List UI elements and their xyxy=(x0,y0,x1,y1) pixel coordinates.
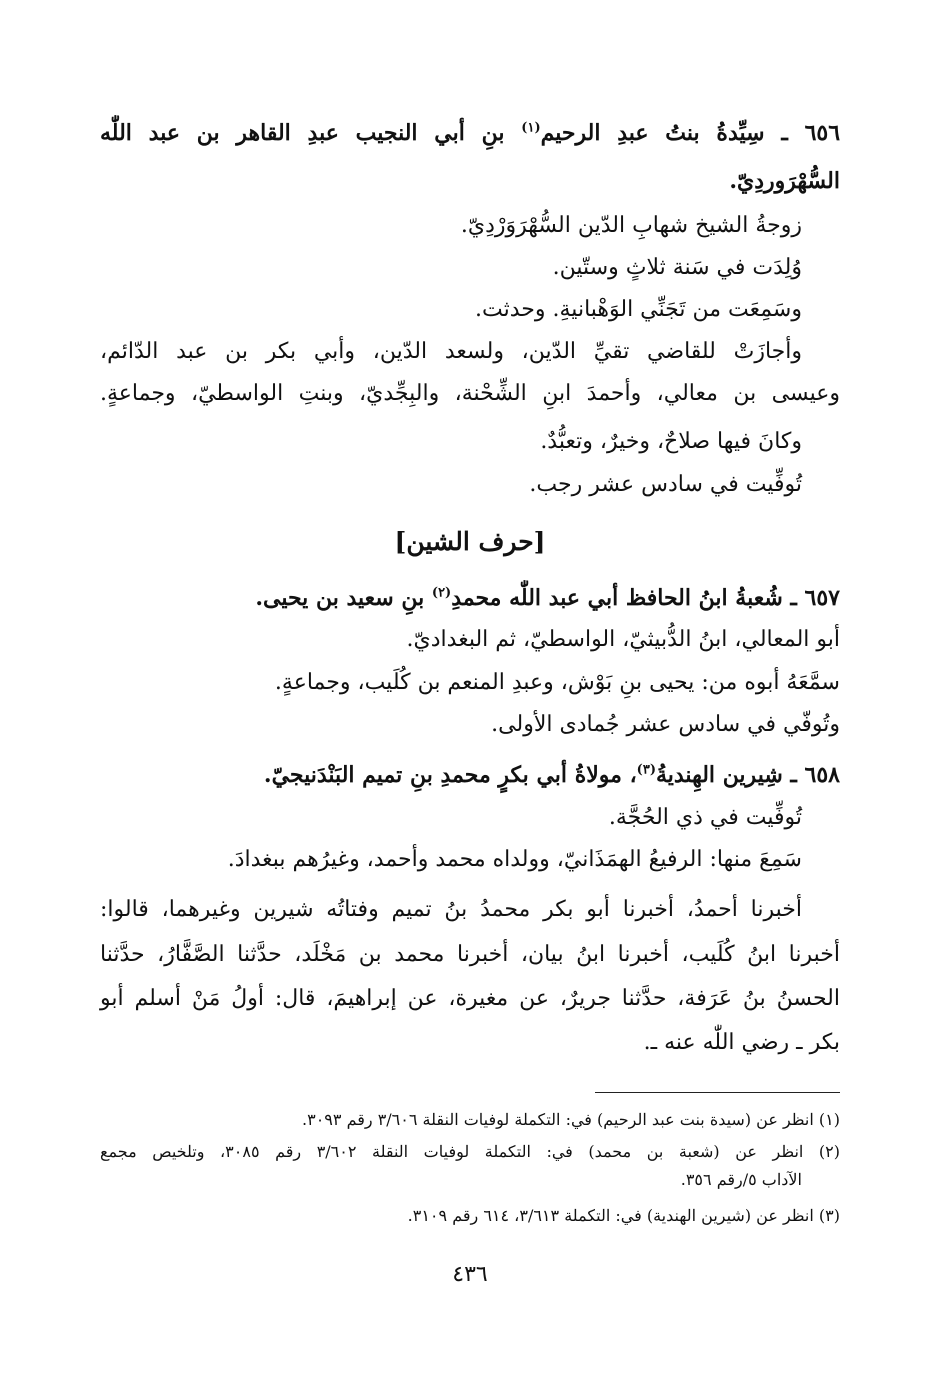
page-number: ٤٣٦ xyxy=(452,1262,488,1287)
entry-657-heading: ٦٥٧ ـ شُعبةُ ابنُ الحافظ أبي عبد اللّٰه محمدِ$^{(٢)}$ بنِ سعيد بن يحيى. xyxy=(255,585,840,611)
body-line: تُوفِّيت في سادس عشر رجب. xyxy=(529,472,802,497)
body-line: بكر ـ رضي اللّٰه عنه ـ. xyxy=(643,1030,840,1055)
entry-656-heading: ٦٥٦ ـ سِيِّدةُ بنتُ عبدِ الرحيم$^{(١)}$ بنِ أبي النجيب عبدِ القاهر بن عبد اللّٰه xyxy=(100,120,841,146)
body-line: تُوفِّيت في ذي الحُجَّة. xyxy=(608,805,802,830)
footnote-1: (١) انظر عن (سيدة بنت عبد الرحيم) في: التكملة لوفيات النقلة ٣/٦٠٦ رقم ٣٠٩٣. xyxy=(302,1110,840,1129)
footnote-2-cont: الآداب ٥/رقم ٣٥٦. xyxy=(680,1170,802,1189)
body-line: زوجةُ الشيخ شهابِ الدّين السُّهْرَوَرْدِيّ. xyxy=(460,213,802,238)
section-title: [حرف الشين] xyxy=(394,527,546,556)
footnote-3: (٣) انظر عن (شيرين الهندية) في: التكملة ٣/٦١٣، ٦١٤ رقم ٣١٠٩. xyxy=(407,1206,840,1225)
body-line: الحسنُ بنُ عَرَفة، حدَّثنا جريرٌ، عن مغيرة، عن إبراهيمَ، قال: أولُ مَنْ أسلم أبو xyxy=(100,986,840,1011)
entry-656-heading-cont: السُّهْرَوردِيّ. xyxy=(729,168,840,194)
body-line: وسَمِعَت من تَجَنِّي الوَهْبانيةِ. وحدثت. xyxy=(475,297,802,322)
footnote-ref-2[interactable]: (٢) xyxy=(431,585,452,601)
body-line: وتُوفّي في سادس عشر جُمادى الأولى. xyxy=(491,712,840,737)
entry-658-heading: ٦٥٨ ـ شِيرين الهِنديةُ$^{(٣)}$، مولاةُ أبي بكرٍ محمدِ بنِ تميم البَنْدَنيجيّ. xyxy=(263,762,840,788)
body-line: وعيسى بن معالي، وأحمدَ ابنِ الشِّحْنة، والبِجِّديّ، وبنتِ الواسطيّ، وجماعةٍ. xyxy=(100,381,840,406)
body-line: سَمِعَ منها: الرفيعُ الهمَذَانيّ، وولداه محمد وأحمد، وغيرُهم ببغدادَ. xyxy=(227,847,802,872)
body-line: أبو المعالي، ابنُ الدُّبيثيّ، الواسطيّ، ثم البغداديّ. xyxy=(406,627,840,652)
footnote-separator xyxy=(595,1092,840,1093)
body-line: وكانَ فيها صلاحٌ، وخيرٌ، وتعبُّدٌ. xyxy=(540,429,802,454)
footnote-2: (٢) انظر عن (شعبة بن محمد) في: التكملة لوفيات النقلة ٣/٦٠٢ رقم ٣٠٨٥، وتلخيص مجمع xyxy=(100,1142,841,1161)
body-line: وأجازَتْ للقاضي تقيِّ الدّين، ولسعد الدّين، وأبي بكر بن عبد الدّائم، xyxy=(100,339,802,364)
body-line: أخبرنا أحمدُ، أخبرنا أبو بكر محمدُ بنُ تميم وفتاتُه شيرين وغيرهما، قالوا: xyxy=(100,897,802,922)
body-line: وُلِدَت في سَنة ثلاثٍ وستّين. xyxy=(552,255,802,280)
body-line: سمَّعَهُ أبوه من: يحيى بنِ بَوْش، وعبدِ المنعم بن كُلَيب، وجماعةٍ. xyxy=(274,670,840,695)
footnote-ref-3[interactable]: (٣) xyxy=(636,762,656,778)
footnote-ref-1[interactable]: (١) xyxy=(521,120,541,136)
body-line: أخبرنا ابنُ كُلَيب، أخبرنا ابنُ بيان، أخبرنا محمد بن مَخْلَد، حدَّثنا الصَّفَّارُ، حدَّثنا xyxy=(100,942,840,967)
